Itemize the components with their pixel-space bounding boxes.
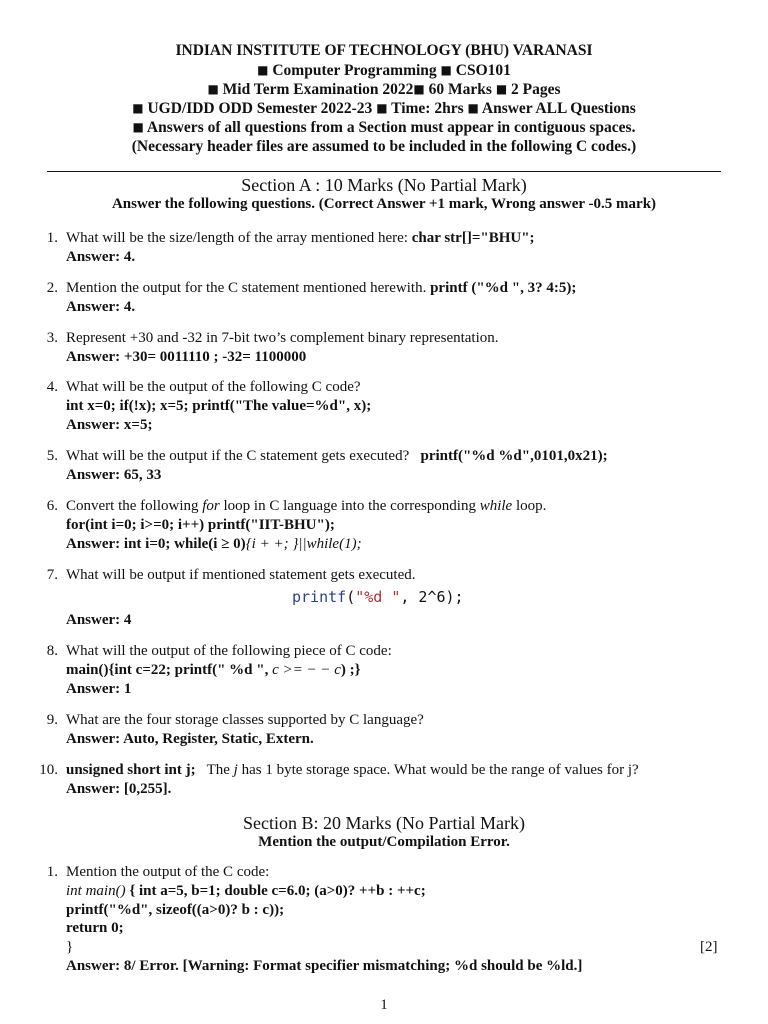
question-text: Mention the output for the C statement mentioned herewith. printf ("%d ", 3? 4:5); xyxy=(66,280,577,296)
header-line-course: ■ Computer Programming ■ CSO101 xyxy=(257,62,511,79)
question-number: 1. xyxy=(46,864,58,880)
question-number: 9. xyxy=(46,712,58,728)
answer-text: Answer: 1 xyxy=(66,681,132,697)
code-text: int x=0; if(!x); x=5; printf("The value=%d", x); xyxy=(66,398,372,414)
question-text: What will be the size/length of the array mentioned here: char str[]="BHU"; xyxy=(66,230,535,246)
question-text: What are the four storage classes supported by C language? xyxy=(66,712,424,728)
answer-text: Answer: 8/ Error. [Warning: Format specifier mismatching; %d should be %ld.] xyxy=(66,958,583,974)
institute-title: INDIAN INSTITUTE OF TECHNOLOGY (BHU) VARANASI xyxy=(175,42,593,59)
question-number: 6. xyxy=(46,498,58,514)
header-line-instructions: ■ Answers of all questions from a Section must appear in contiguous spaces. xyxy=(132,119,636,136)
question-text: What will be the output of the following C code? xyxy=(66,379,361,395)
code-text: main(){int c=22; printf(" %d ", c >= − − c) ;} xyxy=(66,662,361,678)
answer-text: Answer: int i=0; while(i ≥ 0){i + +; }||while(1); xyxy=(66,536,362,552)
question-number: 5. xyxy=(46,448,58,464)
question-text: Mention the output of the C code: xyxy=(66,864,270,880)
question-number: 1. xyxy=(46,230,58,246)
code-snippet: printf("%d ", 2^6); xyxy=(292,588,464,606)
header-divider xyxy=(47,171,721,172)
answer-text: Answer: +30= 0011110 ; -32= 1100000 xyxy=(66,349,307,365)
section-a-title: Section A : 10 Marks (No Partial Mark) xyxy=(241,175,527,195)
answer-text: Answer: [0,255]. xyxy=(66,781,172,797)
code-text: } xyxy=(66,939,74,955)
code-text: int main() { int a=5, b=1; double c=6.0; (a>0)? ++b : ++c; xyxy=(66,883,426,899)
code-text: for(int i=0; i>=0; i++) printf("IIT-BHU"); xyxy=(66,517,335,533)
question-text: unsigned short int j; The j has 1 byte storage space. What would be the range of values for j? xyxy=(66,762,639,778)
question-text: Convert the following for loop in C language into the corresponding while loop. xyxy=(66,498,547,514)
answer-text: Answer: x=5; xyxy=(66,417,153,433)
section-b-title: Section B: 20 Marks (No Partial Mark) xyxy=(243,813,525,833)
section-b-subtitle: Mention the output/Compilation Error. xyxy=(258,834,510,850)
page-number: 1 xyxy=(380,997,388,1013)
answer-text: Answer: 4. xyxy=(66,249,136,265)
question-number: 2. xyxy=(46,280,58,296)
marks-label: [2] xyxy=(700,939,718,955)
answer-text: Answer: Auto, Register, Static, Extern. xyxy=(66,731,314,747)
question-number: 7. xyxy=(46,567,58,583)
code-text: printf("%d", sizeof((a>0)? b : c)); xyxy=(66,902,285,918)
question-number: 4. xyxy=(46,379,58,395)
answer-text: Answer: 4. xyxy=(66,299,136,315)
question-number: 3. xyxy=(46,330,58,346)
answer-text: Answer: 4 xyxy=(66,612,132,628)
question-text: Represent +30 and -32 in 7-bit two’s complement binary representation. xyxy=(66,330,499,346)
question-text: What will be output if mentioned statement gets executed. xyxy=(66,567,416,583)
header-line-note: (Necessary header files are assumed to be included in the following C codes.) xyxy=(131,138,637,155)
header-line-semester: ■ UGD/IDD ODD Semester 2022-23 ■ Time: 2hrs ■ Answer ALL Questions xyxy=(132,100,636,117)
question-text: What will be the output if the C statement gets executed? printf("%d %d",0101,0x21); xyxy=(66,448,608,464)
question-text: What will the output of the following piece of C code: xyxy=(66,643,392,659)
question-number: 10. xyxy=(39,762,58,778)
header-line-exam: ■ Mid Term Examination 2022■ 60 Marks ■ 2 Pages xyxy=(207,81,561,98)
question-number: 8. xyxy=(46,643,58,659)
section-a-subtitle: Answer the following questions. (Correct Answer +1 mark, Wrong answer -0.5 mark) xyxy=(111,196,657,212)
answer-text: Answer: 65, 33 xyxy=(66,467,162,483)
code-text: return 0; xyxy=(66,920,124,936)
